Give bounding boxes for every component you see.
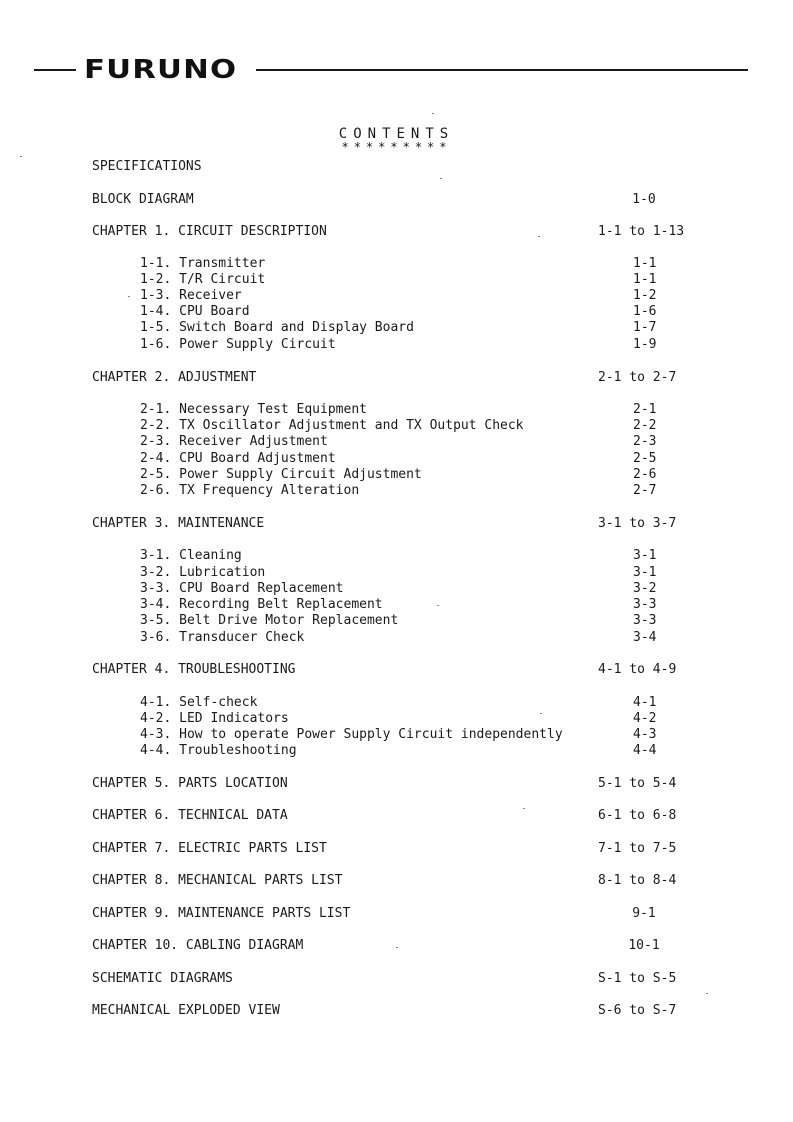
header-rule-left (34, 69, 76, 71)
scan-speck (538, 236, 540, 237)
toc-entry-1-4 (0, 304, 657, 320)
toc-label: CHAPTER 2. ADJUSTMENT (92, 370, 257, 385)
toc-entry-1-2 (0, 272, 657, 288)
toc-entry-4-3 (0, 727, 657, 743)
toc-entry-chapter-2 (0, 370, 677, 386)
toc-entry-3-1 (0, 548, 657, 564)
toc-page: 2-3 (633, 434, 657, 449)
toc-label: 1-4. CPU Board (140, 304, 250, 319)
toc-page: 4-4 (633, 743, 657, 758)
toc-entry-2-6 (0, 483, 657, 499)
toc-entry-4-2 (0, 711, 657, 727)
toc-page: 1-7 (633, 320, 657, 335)
toc-page: 1-1 to 1-13 (598, 224, 685, 239)
toc-entry-3-4 (0, 597, 657, 613)
toc-label: 4-3. How to operate Power Supply Circuit independently (140, 727, 563, 742)
toc-page: 1-0 (632, 192, 656, 207)
toc-page: 3-2 (633, 581, 657, 596)
toc-entry-1-1 (0, 256, 657, 272)
toc-label: 2-2. TX Oscillator Adjustment and TX Output Check (140, 418, 524, 433)
toc-page: 9-1 (632, 906, 656, 921)
toc-page: 1-9 (633, 337, 657, 352)
toc-entry-schematic-diagrams (0, 971, 677, 987)
scan-speck (706, 993, 708, 994)
toc-label: 1-1. Transmitter (140, 256, 266, 271)
toc-entry-1-3 (0, 288, 657, 304)
toc-label: CHAPTER 5. PARTS LOCATION (92, 776, 288, 791)
title-stars: ********* (341, 140, 452, 154)
toc-page: 10-1 (628, 938, 660, 953)
toc-page: 8-1 to 8-4 (598, 873, 677, 888)
toc-page: 2-1 to 2-7 (598, 370, 677, 385)
toc-page: 3-1 (633, 548, 657, 563)
toc-page: 2-7 (633, 483, 657, 498)
toc-label: CHAPTER 6. TECHNICAL DATA (92, 808, 288, 823)
toc-label: 1-2. T/R Circuit (140, 272, 266, 287)
toc-label: CHAPTER 4. TROUBLESHOOTING (92, 662, 296, 677)
toc-label: 2-1. Necessary Test Equipment (140, 402, 367, 417)
toc-entry-1-5 (0, 320, 657, 336)
scan-speck (20, 156, 22, 157)
toc-label: CHAPTER 10. CABLING DIAGRAM (92, 938, 304, 953)
toc-page: 2-1 (633, 402, 657, 417)
toc-label: 4-4. Troubleshooting (140, 743, 297, 758)
scan-speck (437, 605, 439, 606)
brand-logo: FURUNO (84, 55, 238, 85)
toc-entry-1-6 (0, 337, 657, 353)
toc-entry-2-3 (0, 434, 657, 450)
toc-entry-chapter-10 (0, 938, 660, 954)
toc-entry-chapter-4 (0, 662, 677, 678)
toc-label: SPECIFICATIONS (92, 159, 202, 174)
toc-label: CHAPTER 3. MAINTENANCE (92, 516, 265, 531)
toc-label: 3-1. Cleaning (140, 548, 242, 563)
toc-label: 1-6. Power Supply Circuit (140, 337, 336, 352)
toc-page: 4-3 (633, 727, 657, 742)
toc-label: 1-5. Switch Board and Display Board (140, 320, 414, 335)
toc-entry-4-4 (0, 743, 657, 759)
toc-label: 4-1. Self-check (140, 695, 258, 710)
toc-entry-3-2 (0, 565, 657, 581)
toc-entry-chapter-8 (0, 873, 677, 889)
toc-entry-chapter-1 (0, 224, 685, 240)
toc-label: 3-3. CPU Board Replacement (140, 581, 344, 596)
header-rule-right (256, 69, 748, 71)
toc-page: 3-4 (633, 630, 657, 645)
toc-label: 4-2. LED Indicators (140, 711, 289, 726)
toc-entry-2-2 (0, 418, 657, 434)
toc-label: 3-4. Recording Belt Replacement (140, 597, 383, 612)
toc-page: 4-1 (633, 695, 657, 710)
toc-label: 3-6. Transducer Check (140, 630, 305, 645)
scan-speck (432, 113, 434, 114)
toc-label: 2-5. Power Supply Circuit Adjustment (140, 467, 422, 482)
toc-page: 3-3 (633, 613, 657, 628)
toc-entry-chapter-7 (0, 841, 677, 857)
toc-label: CHAPTER 7. ELECTRIC PARTS LIST (92, 841, 327, 856)
toc-entry-2-4 (0, 451, 657, 467)
toc-page: S-6 to S-7 (598, 1003, 677, 1018)
toc-page: 1-1 (633, 256, 657, 271)
contents-title: CONTENTS (338, 126, 455, 142)
toc-page: 3-1 to 3-7 (598, 516, 677, 531)
scan-speck (128, 296, 130, 297)
scan-speck (523, 808, 525, 809)
toc-label: SCHEMATIC DIAGRAMS (92, 971, 233, 986)
toc-page: 1-2 (633, 288, 657, 303)
toc-page: 7-1 to 7-5 (598, 841, 677, 856)
toc-entry-chapter-5 (0, 776, 677, 792)
toc-label: 1-3. Receiver (140, 288, 242, 303)
toc-page: 3-1 (633, 565, 657, 580)
toc-label: BLOCK DIAGRAM (92, 192, 194, 207)
toc-entry-3-6 (0, 630, 657, 646)
toc-entry-4-1 (0, 695, 657, 711)
toc-page: 2-2 (633, 418, 657, 433)
toc-page: 5-1 to 5-4 (598, 776, 677, 791)
toc-page: 2-5 (633, 451, 657, 466)
toc-page: 3-3 (633, 597, 657, 612)
toc-label: 2-3. Receiver Adjustment (140, 434, 328, 449)
toc-label: CHAPTER 8. MECHANICAL PARTS LIST (92, 873, 343, 888)
scan-speck (440, 178, 442, 179)
toc-entry-chapter-9 (0, 906, 656, 922)
toc-entry-chapter-3 (0, 516, 677, 532)
toc-page: 2-6 (633, 467, 657, 482)
toc-page: 1-6 (633, 304, 657, 319)
toc-page: 1-1 (633, 272, 657, 287)
toc-entry-chapter-6 (0, 808, 677, 824)
toc-page: S-1 to S-5 (598, 971, 677, 986)
toc-label: 2-4. CPU Board Adjustment (140, 451, 336, 466)
scan-speck (396, 947, 398, 948)
scan-speck (540, 713, 542, 714)
toc-label: 3-5. Belt Drive Motor Replacement (140, 613, 399, 628)
toc-entry-specifications (0, 159, 202, 175)
toc-entry-2-5 (0, 467, 657, 483)
toc-label: CHAPTER 1. CIRCUIT DESCRIPTION (92, 224, 327, 239)
toc-label: 2-6. TX Frequency Alteration (140, 483, 360, 498)
toc-entry-mechanical-exploded-view (0, 1003, 677, 1019)
toc-entry-3-5 (0, 613, 657, 629)
toc-label: MECHANICAL EXPLODED VIEW (92, 1003, 280, 1018)
toc-entry-3-3 (0, 581, 657, 597)
toc-label: CHAPTER 9. MAINTENANCE PARTS LIST (92, 906, 351, 921)
toc-entry-block-diagram (0, 192, 656, 208)
toc-page: 6-1 to 6-8 (598, 808, 677, 823)
toc-label: 3-2. Lubrication (140, 565, 266, 580)
toc-page: 4-2 (633, 711, 657, 726)
toc-entry-2-1 (0, 402, 657, 418)
toc-page: 4-1 to 4-9 (598, 662, 677, 677)
